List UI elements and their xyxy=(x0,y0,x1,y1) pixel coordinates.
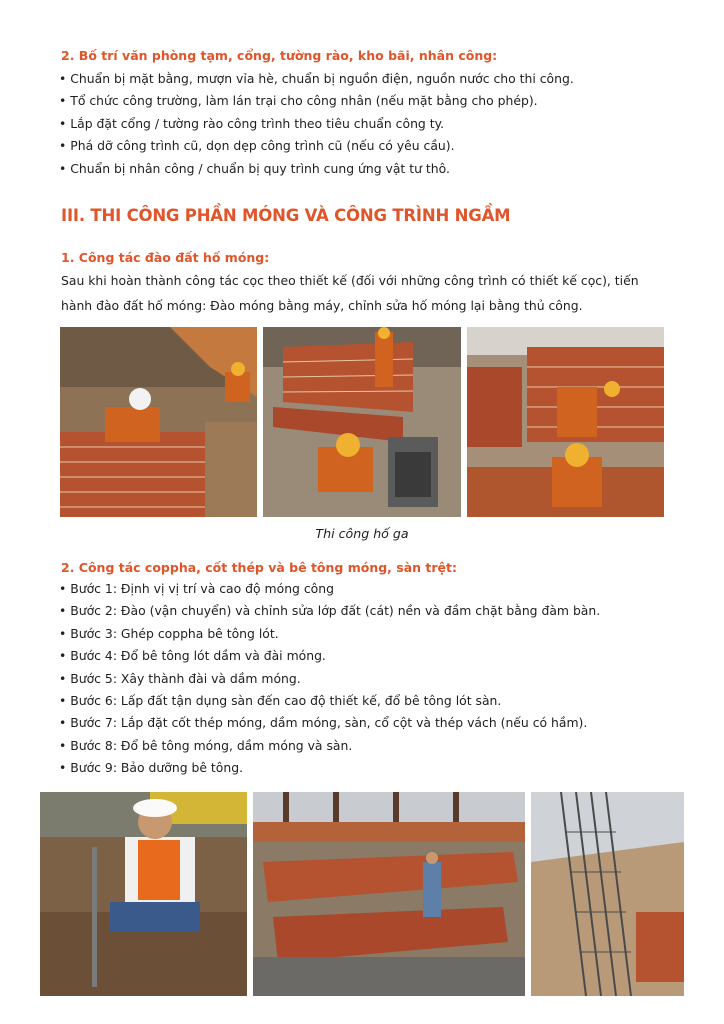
list-item: • Bước 3: Ghép coppha bê tông lót. xyxy=(59,623,600,645)
excavation-heading: 1. Công tác đào đất hố móng: xyxy=(61,250,270,265)
section2-heading: 2. Bố trí văn phòng tạm, cổng, tường rào, kho bãi, nhân công: xyxy=(61,48,498,63)
photo-site-engineer xyxy=(40,792,247,996)
photo-foundation-brickwork xyxy=(253,792,525,996)
list-item: • Bước 9: Bảo dưỡng bê tông. xyxy=(59,757,600,779)
list-item: • Bước 8: Đổ bê tông móng, dầm móng và sàn. xyxy=(59,735,600,757)
part3-heading: III. THI CÔNG PHẦN MÓNG VÀ CÔNG TRÌNH NGẦM xyxy=(61,206,511,225)
formwork-heading: 2. Công tác coppha, cốt thép và bê tông móng, sàn trệt: xyxy=(61,560,457,575)
list-item: • Bước 7: Lắp đặt cốt thép móng, dầm móng, sàn, cổ cột và thép vách (nếu có hầm). xyxy=(59,712,600,734)
list-item: • Bước 6: Lấp đất tận dụng sàn đến cao độ thiết kế, đổ bê tông lót sàn. xyxy=(59,690,600,712)
list-item: • Chuẩn bị mặt bằng, mượn vỉa hè, chuẩn bị nguồn điện, nguồn nước cho thi công. xyxy=(59,68,574,90)
list-item: • Lắp đặt cổng / tường rào công trình theo tiêu chuẩn công ty. xyxy=(59,113,574,135)
list-item: • Phá dỡ công trình cũ, dọn dẹp công trình cũ (nếu có yêu cầu). xyxy=(59,135,574,157)
photo-rebar-cage xyxy=(531,792,684,996)
excavation-paragraph: Sau khi hoàn thành công tác cọc theo thiết kế (đối với những công trình có thiết kế cọc), tiến hành đào đất hố móng: Đào móng bằng máy, chỉnh sửa hố móng lại bằng thủ công. xyxy=(61,273,639,313)
list-item: • Bước 2: Đào (vận chuyển) và chỉnh sửa lớp đất (cát) nền và đầm chặt bằng đàm bàn. xyxy=(59,600,600,622)
photo-brick-manhole xyxy=(263,327,461,517)
list-item: • Bước 5: Xây thành đài và dầm móng. xyxy=(59,668,600,690)
list-item: • Bước 4: Đổ bê tông lót dầm và đài móng. xyxy=(59,645,600,667)
section2-list xyxy=(59,68,574,180)
formwork-steps xyxy=(59,578,600,780)
photo-caption: Thi công hố ga xyxy=(315,526,409,541)
list-item: • Bước 1: Định vị vị trí và cao độ móng công xyxy=(59,578,600,600)
list-item: • Tổ chức công trường, làm lán trại cho công nhân (nếu mặt bằng cho phép). xyxy=(59,90,574,112)
list-item: • Chuẩn bị nhân công / chuẩn bị quy trình cung ứng vật tư thô. xyxy=(59,158,574,180)
photo-worker-laying-bricks xyxy=(60,327,257,517)
photo-brick-walls-workers xyxy=(467,327,664,517)
